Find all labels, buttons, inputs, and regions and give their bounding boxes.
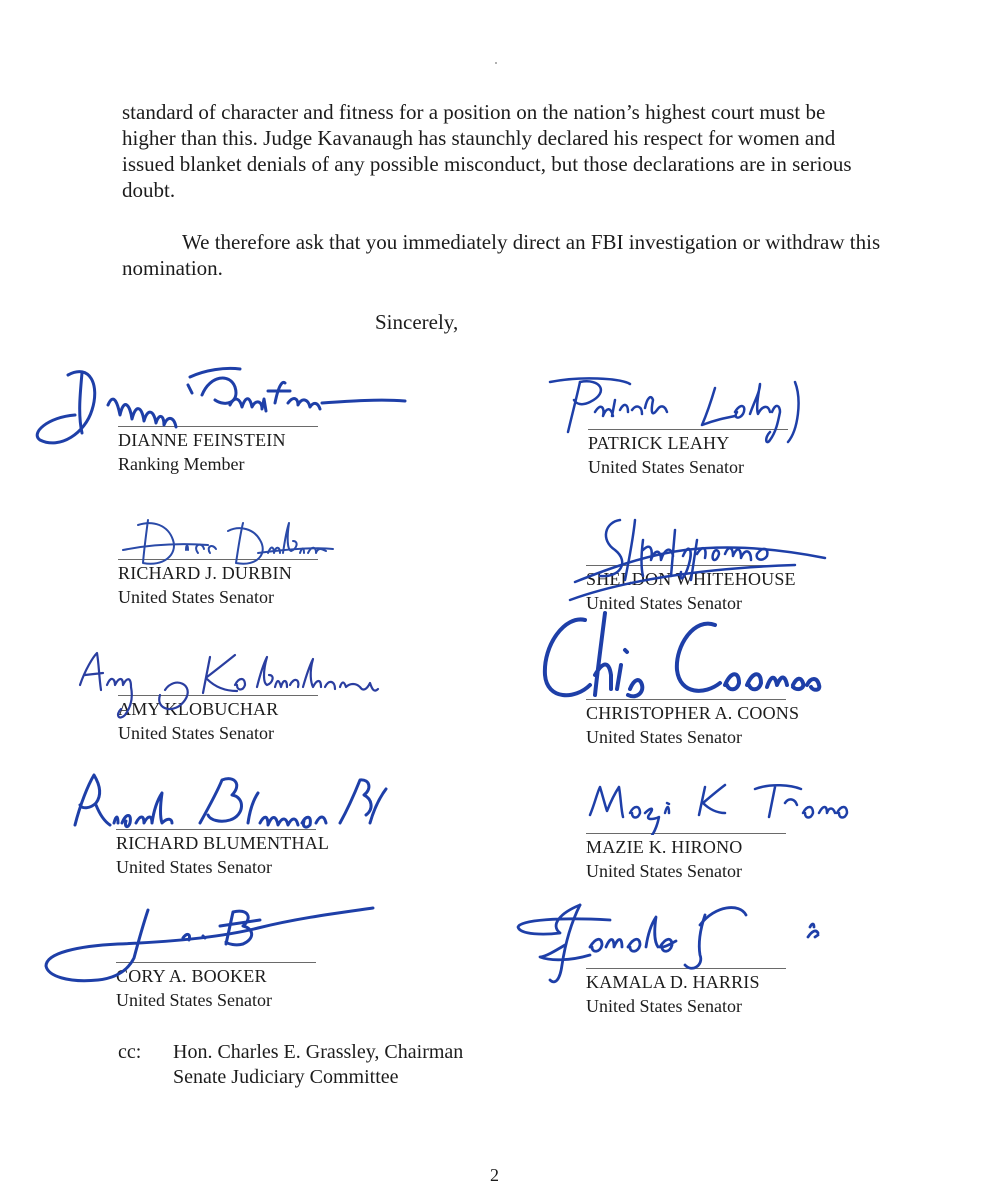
signature-line	[118, 559, 318, 560]
signature-line	[586, 968, 786, 969]
signature-line	[586, 699, 786, 700]
signature-block-harris	[586, 968, 826, 1017]
signature-line	[116, 962, 316, 963]
letter-paragraph-1: standard of character and fitness for a position on the nation’s highest court must be higher than this. Judge Kavanaugh has staunchly declared his respect for women and issued blanket denials of any possible misconduct, but those declarations are in serious doubt.	[122, 100, 852, 202]
signature-line	[116, 829, 316, 830]
signature-coons	[535, 605, 835, 710]
signature-line	[118, 426, 318, 427]
cc-label: cc:	[118, 1041, 142, 1063]
letter-paragraph-2: We therefore ask that you immediately direct an FBI investigation or withdraw this nomination.	[122, 230, 881, 280]
signatory-title: United States Senator	[586, 996, 742, 1016]
signatory-title: United States Senator	[118, 587, 274, 607]
cc-recipient: Hon. Charles E. Grassley, Chairman	[173, 1041, 464, 1063]
signatory-title: United States Senator	[586, 727, 742, 747]
signature-block-hirono	[586, 833, 826, 882]
cc-line-1	[118, 1040, 463, 1065]
signature-block-blumenthal	[116, 829, 356, 878]
signatory-title: Ranking Member	[118, 454, 245, 474]
signatory-name: SHELDON WHITEHOUSE	[586, 569, 796, 589]
signatory-name: DIANNE FEINSTEIN	[118, 430, 286, 450]
scan-speck	[495, 62, 497, 64]
cc-section	[118, 1040, 463, 1090]
signatory-name: MAZIE K. HIRONO	[586, 837, 743, 857]
signatory-title: United States Senator	[586, 593, 742, 613]
signature-block-whitehouse	[586, 565, 826, 614]
signatory-title: United States Senator	[116, 990, 272, 1010]
signature-line	[586, 565, 786, 566]
signature-line	[588, 429, 788, 430]
signatory-name: RICHARD BLUMENTHAL	[116, 833, 330, 853]
signatory-name: RICHARD J. DURBIN	[118, 563, 292, 583]
signature-block-leahy	[588, 429, 828, 478]
signature-block-feinstein	[118, 426, 358, 475]
signatory-name: CORY A. BOOKER	[116, 966, 267, 986]
signature-hirono	[575, 775, 875, 835]
signatory-title: United States Senator	[586, 861, 742, 881]
page-number: 2	[490, 1165, 499, 1185]
signatory-name: AMY KLOBUCHAR	[118, 699, 279, 719]
signature-block-booker	[116, 962, 356, 1011]
signature-block-klobuchar	[118, 695, 358, 744]
signatory-name: CHRISTOPHER A. COONS	[586, 703, 800, 723]
cc-line-2: Senate Judiciary Committee	[173, 1066, 399, 1088]
closing: Sincerely,	[375, 310, 459, 334]
signatory-name: PATRICK LEAHY	[588, 433, 730, 453]
signature-line	[586, 833, 786, 834]
signature-block-coons	[586, 699, 826, 748]
signatory-title: United States Senator	[116, 857, 272, 877]
signatory-title: United States Senator	[588, 457, 744, 477]
signatory-title: United States Senator	[118, 723, 274, 743]
signature-block-durbin	[118, 559, 358, 608]
signatory-name: KAMALA D. HARRIS	[586, 972, 760, 992]
signature-line	[118, 695, 318, 696]
